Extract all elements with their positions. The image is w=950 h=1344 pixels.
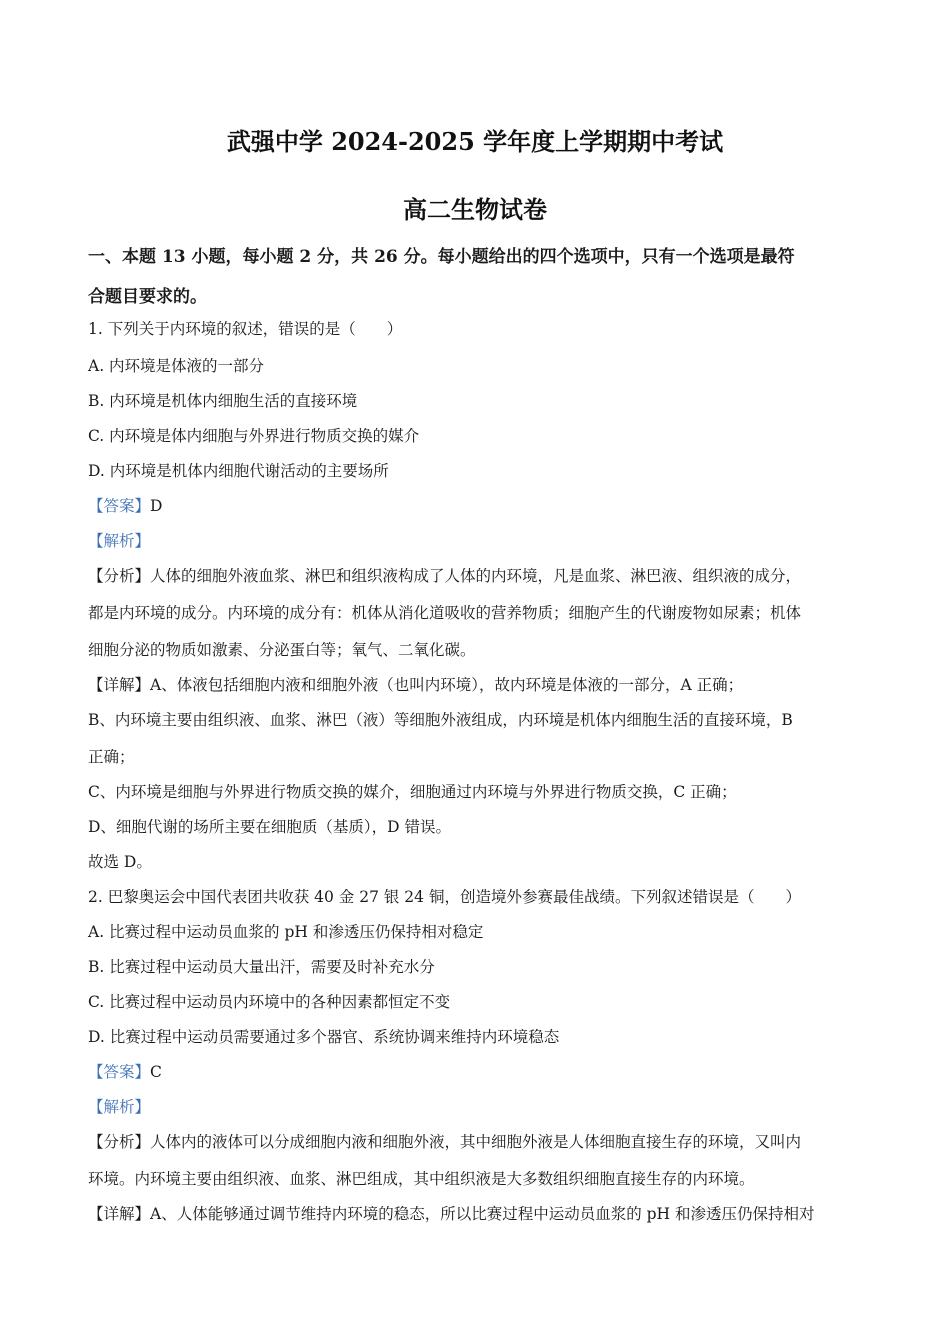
q2-stem: 2. 巴黎奥运会中国代表团共收获 40 金 27 银 24 铜，创造境外参赛最佳战绩。下列叙述错误是（ ） <box>88 888 801 906</box>
q1-answer-value: D <box>150 497 163 515</box>
q1-analysis-tag: 【解析】 <box>88 532 151 550</box>
section-heading-line2: 合题目要求的。 <box>88 287 207 307</box>
q1-option-a: A. 内环境是体液的一部分 <box>88 357 265 375</box>
q2-analysis-tag: 【解析】 <box>88 1098 151 1116</box>
q1-option-b: B. 内环境是机体内细胞生活的直接环境 <box>88 392 358 410</box>
q1-option-c: C. 内环境是体内细胞与外界进行物质交换的媒介 <box>88 427 420 445</box>
q2-fenxi-line1: 【分析】人体内的液体可以分成细胞内液和细胞外液，其中细胞外液是人体细胞直接生存的环境，又叫内 <box>88 1133 802 1151</box>
q1-fenxi-line1: 【分析】人体的细胞外液血浆、淋巴和组织液构成了人体的内环境，凡是血浆、淋巴液、组织液的成分， <box>88 567 802 585</box>
q1-stem: 1. 下列关于内环境的叙述，错误的是（ ） <box>88 320 403 338</box>
q1-xiangjie-line1: 【详解】A、体液包括细胞内液和细胞外液（也叫内环境），故内环境是体液的一部分，A 正确； <box>88 676 744 694</box>
q2-answer <box>88 1060 864 1082</box>
q1-fenxi-line2: 都是内环境的成分。内环境的成分有：机体从消化道吸收的营养物质；细胞产生的代谢废物如尿素；机体 <box>88 604 802 622</box>
q1-xiangjie-line3: 正确； <box>88 748 135 766</box>
exam-title: 武强中学 2024-2025 学年度上学期期中考试 <box>226 127 724 156</box>
q1-conclusion: 故选 D。 <box>88 853 152 871</box>
q1-answer-tag: 【答案】 <box>88 497 151 515</box>
q1-xiangjie-line5: D、细胞代谢的场所主要在细胞质（基质），D 错误。 <box>88 818 452 836</box>
q2-xiangjie-line1: 【详解】A、人体能够通过调节维持内环境的稳态，所以比赛过程中运动员血浆的 pH 和渗透压仍保持相对 <box>88 1205 815 1223</box>
q2-option-b: B. 比赛过程中运动员大量出汗，需要及时补充水分 <box>88 958 435 976</box>
q2-option-d: D. 比赛过程中运动员需要通过多个器官、系统协调来维持内环境稳态 <box>88 1028 560 1046</box>
q1-xiangjie-line4: C、内环境是细胞与外界进行物质交换的媒介，细胞通过内环境与外界进行物质交换，C 正确； <box>88 783 737 801</box>
q2-answer-tag: 【答案】 <box>88 1063 151 1081</box>
q2-fenxi-line2: 环境。内环境主要由组织液、血浆、淋巴组成，其中组织液是大多数组织细胞直接生存的内环境。 <box>88 1170 755 1188</box>
q2-answer-value: C <box>150 1063 162 1081</box>
q1-fenxi-line3: 细胞分泌的物质如激素、分泌蛋白等；氧气、二氧化碳。 <box>88 641 476 659</box>
exam-subtitle: 高二生物试卷 <box>403 195 547 224</box>
q1-option-d: D. 内环境是机体内细胞代谢活动的主要场所 <box>88 462 389 480</box>
section-heading-line1: 一、本题 13 小题，每小题 2 分，共 26 分。每小题给出的四个选项中，只有一个选项是最符 <box>88 247 795 267</box>
q2-option-a: A. 比赛过程中运动员血浆的 pH 和渗透压仍保持相对稳定 <box>88 923 484 941</box>
q1-xiangjie-line2: B、内环境主要由组织液、血浆、淋巴（液）等细胞外液组成，内环境是机体内细胞生活的直接环境，B <box>88 711 793 729</box>
q2-option-c: C. 比赛过程中运动员内环境中的各种因素都恒定不变 <box>88 993 451 1011</box>
q1-answer <box>88 494 864 516</box>
